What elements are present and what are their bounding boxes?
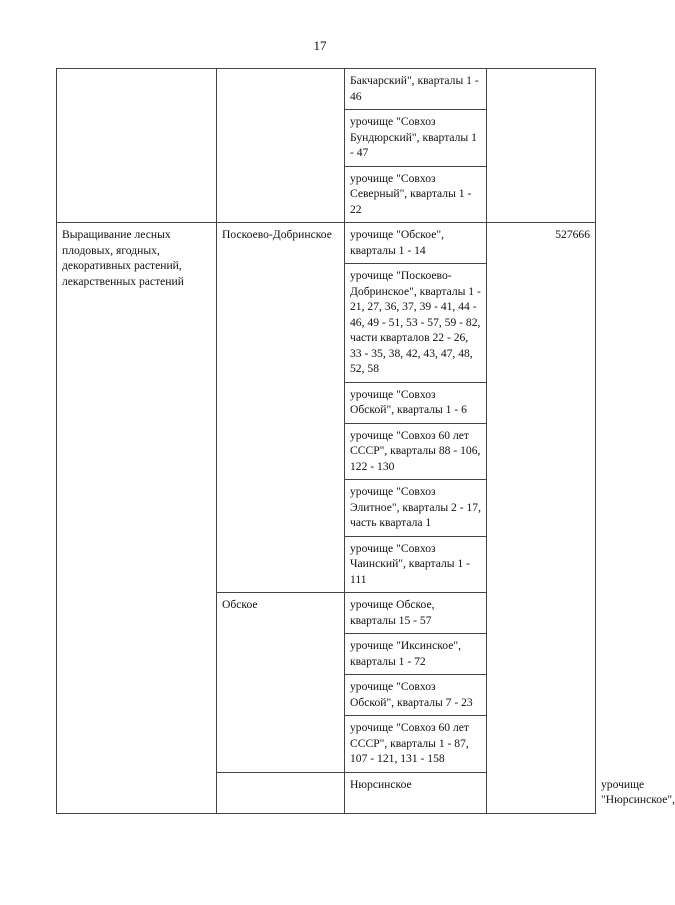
area-cell [487,69,596,223]
forest-area-cell: урочище "Совхоз Элитное", кварталы 2 - 17, часть квартала 1 [345,480,487,537]
forest-area-cell: урочище "Поскоево-Добринское", кварталы 1 - 21, 27, 36, 37, 39 - 41, 44 - 46, 49 - 51, 53 - 57, 59 - 82, части кварталов 22 - 26, 33 - 35, 38, 42, 43, 47, 48, 52, 58 [345,264,487,383]
table-row [57,69,596,110]
forest-area-cell: урочище "Совхоз Обской", кварталы 7 - 23 [345,675,487,716]
forest-area-cell: урочище "Совхоз Северный", кварталы 1 - 22 [345,166,487,223]
page-number: 17 [313,38,327,53]
forest-area-cell: урочище "Совхоз Обской", кварталы 1 - 6 [345,382,487,423]
table-row [57,223,596,264]
forest-area-cell: урочище "Иксинское", кварталы 1 - 72 [345,634,487,675]
district-cell: Обское [217,593,345,773]
activity-cell [217,772,345,813]
forest-area-cell: урочище "Совхоз 60 лет СССР", кварталы 88 - 106, 122 - 130 [345,423,487,480]
area-cell: 527666 [487,223,596,814]
district-cell: Нюрсинское [345,772,487,813]
forest-area-cell: урочище "Совхоз 60 лет СССР", кварталы 1 - 87, 107 - 121, 131 - 158 [345,716,487,773]
table-row: Нюрсинское урочище "Нюрсинское", [57,772,596,813]
forest-area-cell: урочище "Совхоз Чаинский", кварталы 1 - 111 [345,536,487,593]
forest-area-cell: урочище "Совхоз Бундюрский", кварталы 1 - 47 [345,110,487,167]
forest-area-cell: урочище Обское, кварталы 15 - 57 [345,593,487,634]
forest-use-table [56,68,675,814]
activity-cell [57,69,217,223]
forest-area-cell: Бакчарский", кварталы 1 - 46 [345,69,487,110]
activity-cell: Выращивание лесных плодовых, ягодных, декоративных растений, лекарственных растений [57,223,217,814]
forest-area-cell: урочище "Обское", кварталы 1 - 14 [345,223,487,264]
district-cell: Поскоево-Добринское [217,223,345,593]
district-cell [217,69,345,223]
